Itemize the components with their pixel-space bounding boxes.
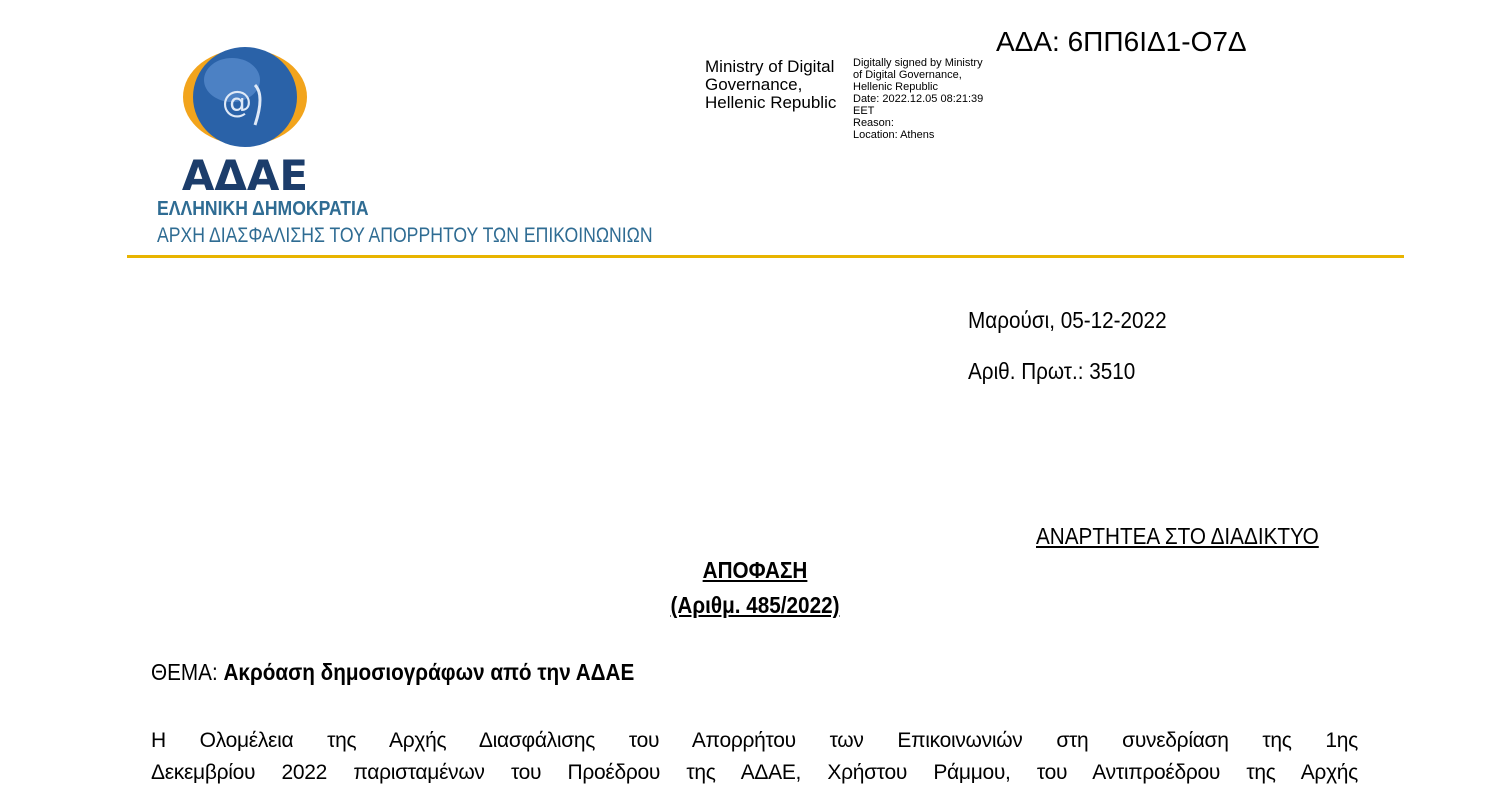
header-divider [127,255,1404,258]
signer-name [705,58,836,112]
subject [151,659,634,686]
signer-line: Hellenic Republic [705,93,837,112]
subject-text: Ακρόαση δημοσιογράφων από την ΑΔΑΕ [223,659,635,685]
signature-line: EET [853,105,875,117]
document-title: ΑΠΟΦΑΣΗ [702,557,808,583]
decision-number: (Αριθμ. 485/2022) [670,592,840,618]
place-date: Μαρούσι, 05-12-2022 [968,307,1167,333]
subject-label: ΘΕΜΑ: [151,659,224,685]
republic-heading: ΕΛΛΗΝΙΚΗ ΔΗΜΟΚΡΑΤΙΑ [157,198,369,220]
logo-text: ΑΔΑΕ [181,151,309,200]
signer-line: Ministry of Digital [705,57,835,76]
signature-line: Date: 2022.12.05 08:21:39 [853,93,984,105]
signature-line: Hellenic Republic [853,81,938,93]
authority-heading: ΑΡΧΗ ΔΙΑΣΦΑΛΙΣΗΣ ΤΟΥ ΑΠΟΡΡΗΤΟΥ ΤΩΝ ΕΠΙΚΟΙΝΩΝΙΩΝ [157,224,653,247]
signature-details [853,57,983,141]
signature-line: Digitally signed by Ministry [853,57,983,69]
signer-line: Governance, [705,75,803,94]
adae-logo [170,40,320,200]
ada-code: ΑΔΑ: 6ΠΠ6ΙΔ1-Ο7Δ [996,26,1247,57]
post-notice: ΑΝΑΡΤΗΤΕΑ ΣΤΟ ΔΙΑΔΙΚΤΥΟ [1036,523,1319,549]
signature-line: Reason: [853,117,894,129]
body-line: Δεκεμβρίου 2022 παρισταμένων του Προέδρου της ΑΔΑΕ, Χρήστου Ράμμου, του Αντιπροέδρου της Αρχής [151,761,1358,784]
signature-line: of Digital Governance, [853,69,962,81]
svg-text:@: @ [222,85,252,120]
signature-line: Location: Athens [853,129,935,141]
body-line: Η Ολομέλεια της Αρχής Διασφάλισης του Απορρήτου των Επικοινωνιών στη συνεδρίαση της 1ης [151,729,1358,752]
protocol-number: Αριθ. Πρωτ.: 3510 [968,358,1136,384]
